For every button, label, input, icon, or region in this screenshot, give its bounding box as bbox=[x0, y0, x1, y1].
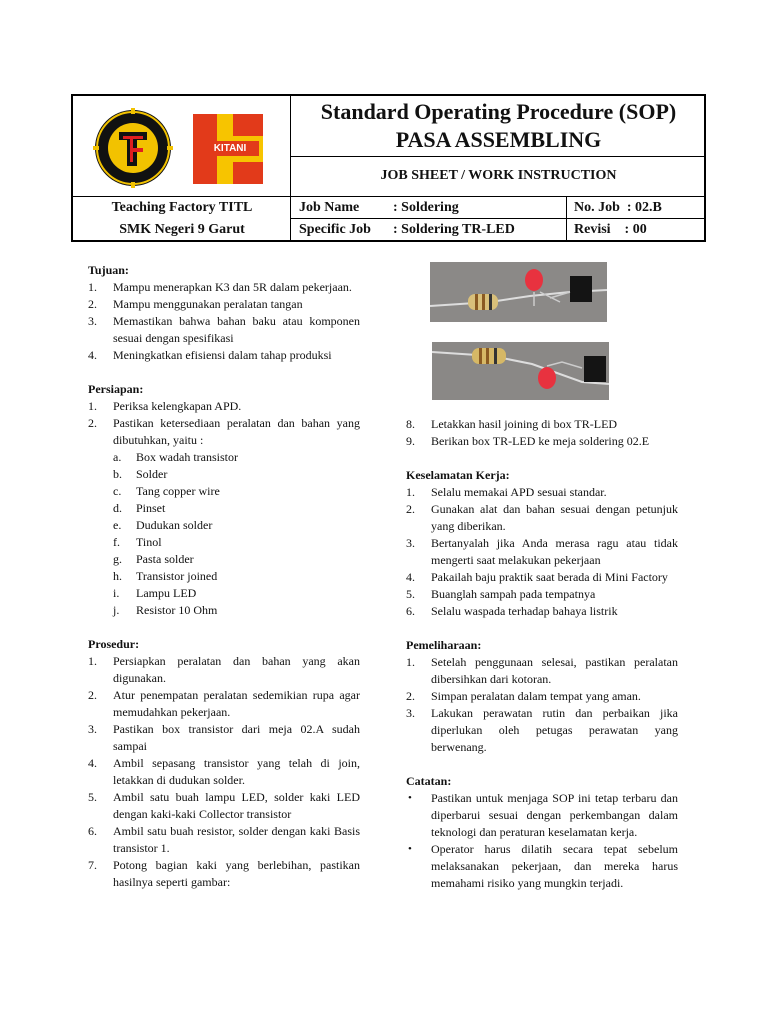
keselamatan-item-number: 6. bbox=[406, 604, 415, 618]
persiapan-sub-item-number: b. bbox=[113, 467, 122, 481]
job-name-label: Job Name bbox=[299, 200, 360, 215]
keselamatan-item-text: Gunakan alat dan bahan sesuai dengan petunjuk yang diberikan. bbox=[431, 502, 678, 533]
catatan-heading: Catatan: bbox=[406, 774, 452, 788]
prosedur-item bbox=[88, 789, 360, 823]
prosedur-item-number: 2. bbox=[88, 688, 97, 702]
persiapan-sub-item bbox=[88, 517, 360, 534]
specific-job-value: : Soldering TR-LED bbox=[393, 222, 515, 237]
page-title-line1: Standard Operating Procedure (SOP) bbox=[320, 99, 677, 124]
job-number: No. Job : 02.B bbox=[574, 200, 662, 215]
persiapan-sub-item bbox=[88, 449, 360, 466]
persiapan-sub-item-number: e. bbox=[113, 518, 122, 532]
job-sheet-subtitle: JOB SHEET / WORK INSTRUCTION bbox=[380, 168, 617, 183]
prosedur-item-text: Atur penempatan peralatan sedemikian rupa agar memudahkan pekerjaan. bbox=[113, 688, 360, 719]
tujuan-item-number: 1. bbox=[88, 280, 97, 294]
photo-tr-led-2 bbox=[432, 342, 609, 400]
persiapan-sub-item-number: f. bbox=[113, 535, 120, 549]
prosedur-item bbox=[406, 433, 678, 450]
prosedur-item bbox=[88, 857, 360, 891]
persiapan-sub-item bbox=[88, 483, 360, 500]
persiapan-item-text: Periksa kelengkapan APD. bbox=[113, 399, 242, 413]
prosedur-list bbox=[88, 653, 360, 891]
keselamatan-item-number: 2. bbox=[406, 502, 415, 516]
pemeliharaan-item-text: Lakukan perawatan rutin dan perbaikan jika diperlukan oleh petugas perawatan yang berwenang. bbox=[431, 706, 678, 754]
prosedur-item-number: 4. bbox=[88, 756, 97, 770]
keselamatan-heading: Keselamatan Kerja: bbox=[406, 468, 510, 482]
persiapan-sub-item-number: j. bbox=[113, 603, 120, 617]
prosedur-item bbox=[88, 823, 360, 857]
persiapan-sub-item-number: i. bbox=[113, 586, 120, 600]
kitani-logo bbox=[193, 114, 263, 184]
tujuan-item-text: Mampu menerapkan K3 dan 5R dalam pekerjaan. bbox=[113, 280, 352, 294]
prosedur-item-text: Pastikan box transistor dari meja 02.A sudah sampai bbox=[113, 722, 360, 753]
persiapan-sub-item-number: d. bbox=[113, 501, 122, 515]
persiapan-sub-item-text: Box wadah transistor bbox=[136, 450, 238, 464]
catatan-item-number: • bbox=[408, 843, 412, 855]
catatan-list bbox=[406, 790, 678, 892]
prosedur-item bbox=[88, 687, 360, 721]
persiapan-sub-item bbox=[88, 602, 360, 619]
specific-job-label: Specific Job bbox=[299, 222, 371, 237]
persiapan-item-number: 1. bbox=[88, 399, 97, 413]
catatan-item-number: • bbox=[408, 792, 412, 804]
keselamatan-item-number: 1. bbox=[406, 485, 415, 499]
persiapan-sub-item bbox=[88, 466, 360, 483]
catatan-item-text: Operator harus dilatih secara tepat sebelum melaksanakan pekerjaan, dan mereka harus memahami risiko yang mungkin terjadi. bbox=[431, 842, 678, 890]
persiapan-sub-list bbox=[88, 449, 360, 619]
prosedur-item-number: 7. bbox=[88, 858, 97, 872]
pemeliharaan-item-number: 1. bbox=[406, 655, 415, 669]
prosedur-item-number: 6. bbox=[88, 824, 97, 838]
prosedur-item bbox=[88, 721, 360, 755]
prosedur-item-text: Ambil satu buah resistor, solder dengan kaki Basis transistor 1. bbox=[113, 824, 360, 855]
tujuan-item-text: Memastikan bahwa bahan baku atau komponen sesuai dengan spesifikasi bbox=[113, 314, 360, 345]
keselamatan-item bbox=[406, 484, 678, 501]
keselamatan-item bbox=[406, 535, 678, 569]
tujuan-item-number: 2. bbox=[88, 297, 97, 311]
job-name-value: : Soldering bbox=[393, 200, 459, 215]
photo-tr-led-1 bbox=[430, 262, 607, 322]
pemeliharaan-item-number: 3. bbox=[406, 706, 415, 720]
pemeliharaan-item bbox=[406, 688, 678, 705]
logo-area bbox=[73, 96, 291, 196]
tujuan-heading: Tujuan: bbox=[88, 263, 129, 277]
tujuan-item bbox=[88, 279, 360, 296]
prosedur-item-number: 5. bbox=[88, 790, 97, 804]
tujuan-item bbox=[88, 347, 360, 364]
persiapan-item bbox=[88, 415, 360, 449]
prosedur-item-number: 1. bbox=[88, 654, 97, 668]
persiapan-sub-item-text: Tinol bbox=[136, 535, 162, 549]
keselamatan-item-text: Selalu memakai APD sesuai standar. bbox=[431, 485, 607, 499]
keselamatan-item-number: 3. bbox=[406, 536, 415, 550]
persiapan-sub-item-text: Transistor joined bbox=[136, 569, 218, 583]
tujuan-item-number: 4. bbox=[88, 348, 97, 362]
prosedur-list-continued bbox=[406, 416, 678, 450]
teaching-factory-logo bbox=[93, 108, 173, 188]
keselamatan-item-text: Selalu waspada terhadap bahaya listrik bbox=[431, 604, 618, 618]
prosedur-heading: Prosedur: bbox=[88, 637, 140, 651]
prosedur-item bbox=[88, 653, 360, 687]
prosedur-item-number: 9. bbox=[406, 434, 415, 448]
prosedur-item-text: Ambil sepasang transistor yang telah di join, letakkan di dudukan solder. bbox=[113, 756, 360, 787]
prosedur-item-number: 8. bbox=[406, 417, 415, 431]
persiapan-sub-item bbox=[88, 500, 360, 517]
tujuan-item bbox=[88, 296, 360, 313]
persiapan-sub-item-text: Solder bbox=[136, 467, 168, 481]
pemeliharaan-item-text: Simpan peralatan dalam tempat yang aman. bbox=[431, 689, 641, 703]
persiapan-sub-item-number: h. bbox=[113, 569, 122, 583]
keselamatan-item bbox=[406, 569, 678, 586]
pemeliharaan-heading: Pemeliharaan: bbox=[406, 638, 482, 652]
persiapan-sub-item-text: Tang copper wire bbox=[136, 484, 220, 498]
keselamatan-item-text: Bertanyalah jika Anda merasa ragu atau tidak mengerti saat melakukan pekerjaan bbox=[431, 536, 678, 567]
keselamatan-item-text: Pakailah baju praktik saat berada di Mini Factory bbox=[431, 570, 668, 584]
persiapan-sub-item-text: Lampu LED bbox=[136, 586, 197, 600]
persiapan-sub-item-text: Resistor 10 Ohm bbox=[136, 603, 218, 617]
persiapan-item-number: 2. bbox=[88, 416, 97, 430]
persiapan-heading: Persiapan: bbox=[88, 382, 144, 396]
keselamatan-item bbox=[406, 603, 678, 620]
prosedur-item-number: 3. bbox=[88, 722, 97, 736]
prosedur-item bbox=[88, 755, 360, 789]
tujuan-item-text: Meningkatkan efisiensi dalam tahap produksi bbox=[113, 348, 332, 362]
keselamatan-item bbox=[406, 586, 678, 603]
persiapan-sub-item-text: Pasta solder bbox=[136, 552, 194, 566]
pemeliharaan-item bbox=[406, 654, 678, 688]
kitani-logo-text: KITANI bbox=[201, 141, 259, 156]
pemeliharaan-list bbox=[406, 654, 678, 756]
persiapan-item-text: Pastikan ketersediaan peralatan dan bahan yang dibutuhkan, yaitu : bbox=[113, 416, 360, 447]
keselamatan-item bbox=[406, 501, 678, 535]
persiapan-sub-item-number: g. bbox=[113, 552, 122, 566]
org-name: Teaching Factory TITL bbox=[111, 200, 253, 215]
right-column bbox=[406, 416, 678, 892]
prosedur-item bbox=[406, 416, 678, 433]
header-table bbox=[71, 94, 706, 242]
page-title-line2: PASA ASSEMBLING bbox=[395, 127, 602, 152]
persiapan-sub-item-text: Pinset bbox=[136, 501, 166, 515]
tujuan-item-number: 3. bbox=[88, 314, 97, 328]
persiapan-sub-item-text: Dudukan solder bbox=[136, 518, 213, 532]
keselamatan-item-number: 4. bbox=[406, 570, 415, 584]
persiapan-sub-item-number: c. bbox=[113, 484, 122, 498]
catatan-item-text: Pastikan untuk menjaga SOP ini tetap terbaru dan diperbarui sesuai dengan perkembangan dalam teknologi dan peraturan keselamatan kerja. bbox=[431, 791, 678, 839]
persiapan-sub-item bbox=[88, 551, 360, 568]
tujuan-item bbox=[88, 313, 360, 347]
prosedur-item-text: Ambil satu buah lampu LED, solder kaki LED dengan kaki-kaki Collector transistor bbox=[113, 790, 360, 821]
keselamatan-item-text: Buanglah sampah pada tempatnya bbox=[431, 587, 596, 601]
tujuan-list bbox=[88, 279, 360, 364]
persiapan-sub-item bbox=[88, 534, 360, 551]
catatan-item bbox=[406, 841, 678, 892]
prosedur-item-text: Berikan box TR-LED ke meja soldering 02.E bbox=[431, 434, 650, 448]
pemeliharaan-item-text: Setelah penggunaan selesai, pastikan peralatan dibersihkan dari kotoran. bbox=[431, 655, 678, 686]
persiapan-item bbox=[88, 398, 360, 415]
persiapan-sub-item bbox=[88, 585, 360, 602]
persiapan-list bbox=[88, 398, 360, 449]
persiapan-sub-item-number: a. bbox=[113, 450, 122, 464]
prosedur-item-text: Persiapkan peralatan dan bahan yang akan digunakan. bbox=[113, 654, 360, 685]
catatan-item bbox=[406, 790, 678, 841]
tujuan-item-text: Mampu menggunakan peralatan tangan bbox=[113, 297, 303, 311]
keselamatan-item-number: 5. bbox=[406, 587, 415, 601]
prosedur-item-text: Potong bagian kaki yang berlebihan, pastikan hasilnya seperti gambar: bbox=[113, 858, 360, 889]
prosedur-item-text: Letakkan hasil joining di box TR-LED bbox=[431, 417, 618, 431]
persiapan-sub-item bbox=[88, 568, 360, 585]
school-name: SMK Negeri 9 Garut bbox=[119, 222, 245, 237]
keselamatan-list bbox=[406, 484, 678, 620]
left-column bbox=[88, 262, 360, 891]
revision: Revisi : 00 bbox=[574, 222, 647, 237]
pemeliharaan-item-number: 2. bbox=[406, 689, 415, 703]
pemeliharaan-item bbox=[406, 705, 678, 756]
